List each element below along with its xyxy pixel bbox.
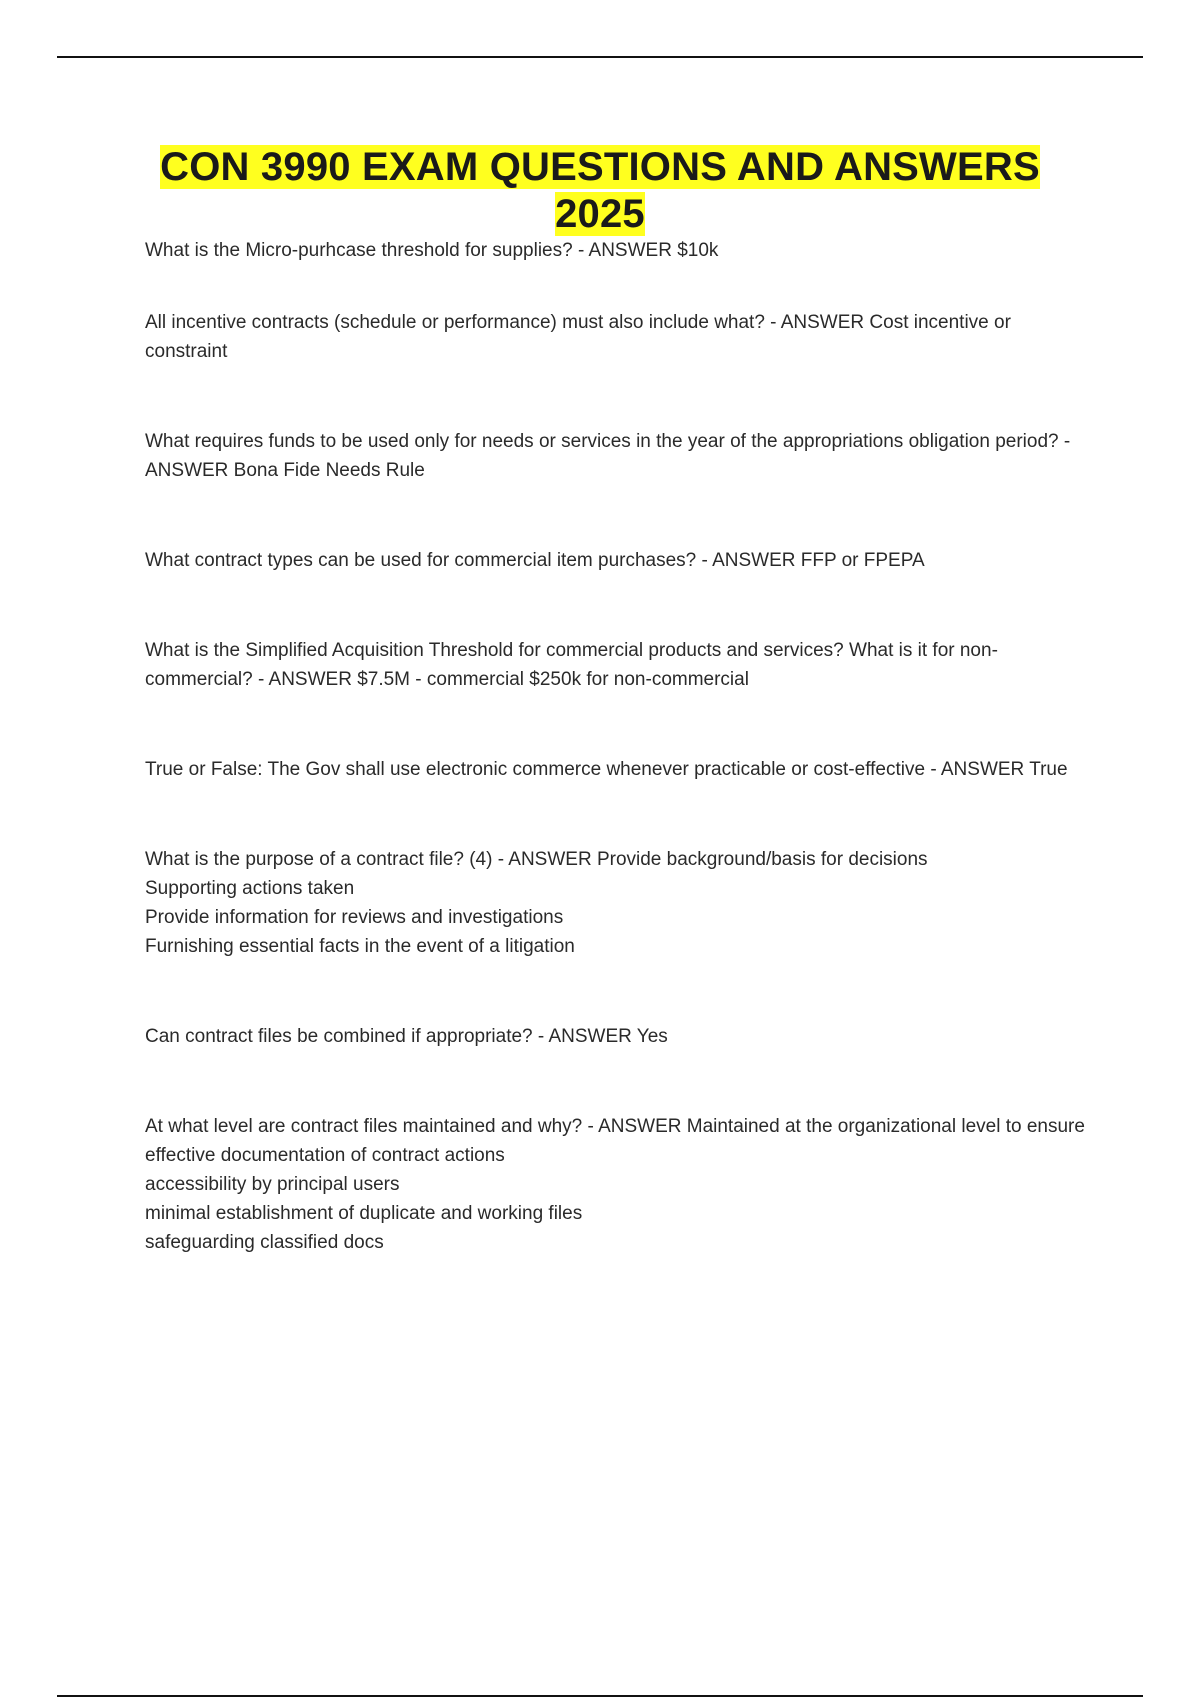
- top-rule: [57, 56, 1143, 58]
- qa-list: [145, 236, 1085, 1257]
- qa-text: What requires funds to be used only for needs or services in the year of the appropriations obligation period? - ANSWER Bona Fide Needs Rule: [145, 431, 1071, 481]
- title-line-1: CON 3990 EXAM QUESTIONS AND ANSWERS: [160, 145, 1040, 189]
- qa-text: What is the purpose of a contract file? (4) - ANSWER Provide background/basis for decisions: [145, 849, 928, 870]
- title-line-2: 2025: [555, 192, 645, 236]
- qa-item: [145, 1022, 1085, 1051]
- qa-text: What is the Micro-purhcase threshold for supplies? - ANSWER $10k: [145, 240, 719, 261]
- qa-item: [145, 1112, 1085, 1257]
- qa-text: All incentive contracts (schedule or performance) must also include what? - ANSWER Cost incentive or constraint: [145, 312, 1011, 362]
- qa-item: [145, 236, 1085, 265]
- qa-item: [145, 308, 1085, 366]
- qa-item: [145, 755, 1085, 784]
- qa-detail-line: effective documentation of contract actions: [145, 1145, 505, 1166]
- qa-detail-line: accessibility by principal users: [145, 1174, 400, 1195]
- qa-item: [145, 845, 1085, 961]
- qa-detail-line: minimal establishment of duplicate and working files: [145, 1203, 583, 1224]
- qa-detail-line: Furnishing essential facts in the event of a litigation: [145, 936, 575, 957]
- qa-detail-line: Provide information for reviews and investigations: [145, 907, 564, 928]
- qa-text: At what level are contract files maintained and why? - ANSWER Maintained at the organizational level to ensure: [145, 1116, 1085, 1137]
- bottom-rule: [57, 1695, 1143, 1697]
- qa-detail-line: safeguarding classified docs: [145, 1232, 384, 1253]
- qa-item: [145, 546, 1085, 575]
- qa-item: [145, 636, 1085, 694]
- qa-text: What contract types can be used for commercial item purchases? - ANSWER FFP or FPEPA: [145, 550, 925, 571]
- document-title: [0, 144, 1200, 238]
- qa-detail-line: Supporting actions taken: [145, 878, 355, 899]
- qa-item: [145, 427, 1085, 485]
- qa-text: Can contract files be combined if appropriate? - ANSWER Yes: [145, 1026, 668, 1047]
- qa-text: What is the Simplified Acquisition Threshold for commercial products and services? What is it for non-commercial? - ANSWER $7.5M - commercial $250k for non-commercial: [145, 640, 998, 690]
- qa-text: True or False: The Gov shall use electronic commerce whenever practicable or cost-effective - ANSWER True: [145, 759, 1068, 780]
